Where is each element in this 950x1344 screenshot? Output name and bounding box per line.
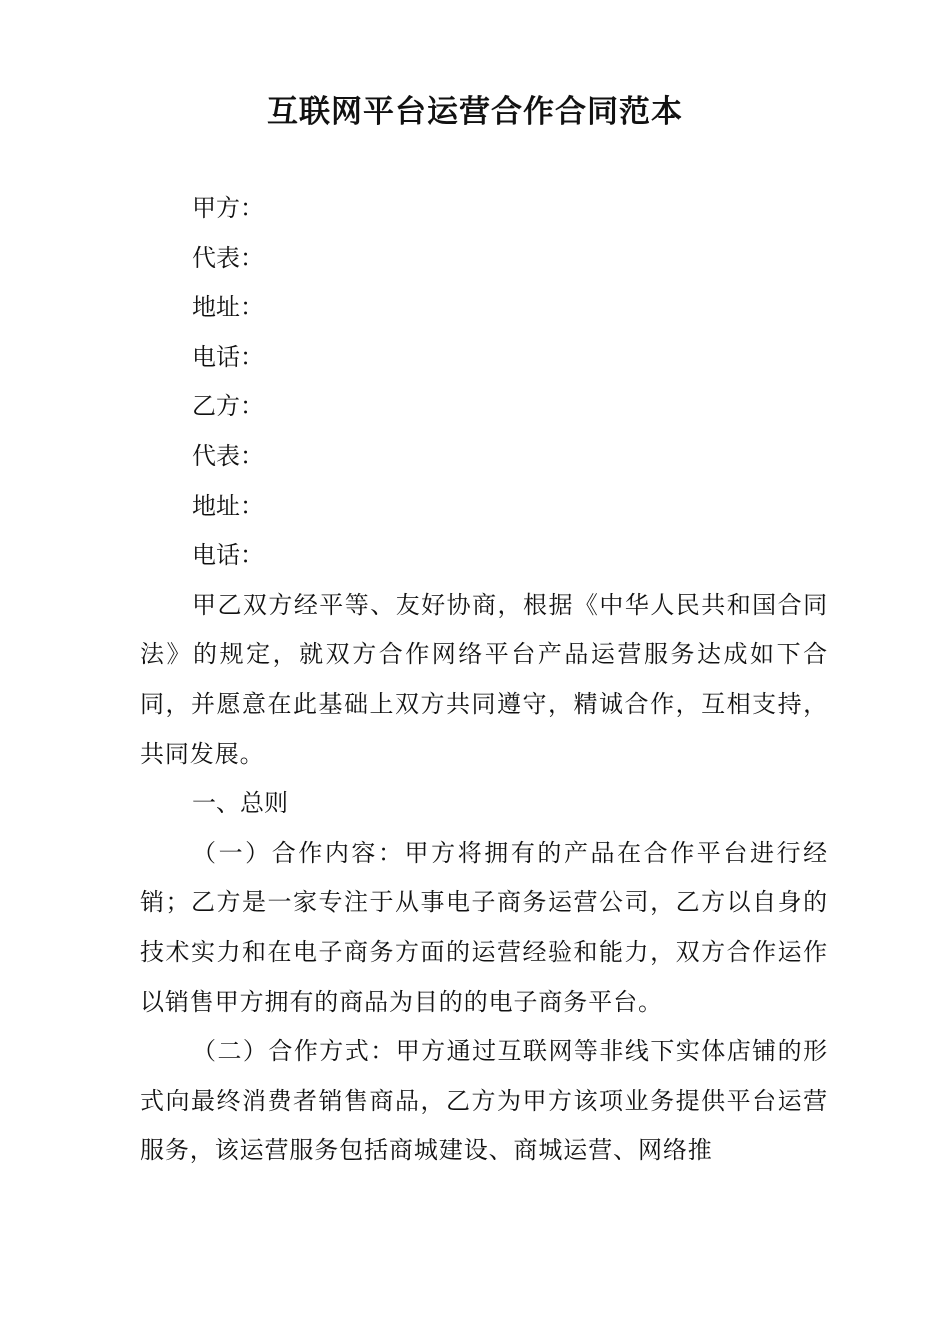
party-b-address-field: 地址： xyxy=(192,491,264,520)
party-a-representative-field: 代表： xyxy=(192,243,264,272)
clause-paragraph-2: （二）合作方式：甲方通过互联网等非线下实体店铺的形式向最终消费者销售商品，乙方为甲方该项业务提供平台运营服务，该运营服务包括商城建设、商城运营、网络推 xyxy=(140,1037,828,1165)
section-heading: 一、总则 xyxy=(192,789,288,818)
party-a-address-field: 地址： xyxy=(192,293,264,322)
party-b-representative-field: 代表： xyxy=(192,441,264,470)
party-b-name-field: 乙方： xyxy=(192,392,264,421)
document-title: 互联网平台运营合作合同范本 xyxy=(267,94,683,130)
preamble-paragraph: 甲乙双方经平等、友好协商，根据《中华人民共和国合同法》的规定，就双方合作网络平台产品运营服务达成如下合同，并愿意在此基础上双方共同遵守，精诚合作，互相支持，共同发展。 xyxy=(140,590,828,768)
party-a-name-field: 甲方： xyxy=(192,194,264,222)
document-body xyxy=(140,184,828,1176)
clause-paragraph-1: （一）合作内容：甲方将拥有的产品在合作平台进行经销；乙方是一家专注于从事电子商务运营公司，乙方以自身的技术实力和在电子商务方面的运营经验和能力，双方合作运作以销售甲方拥有的商品为目的的电子商务平台。 xyxy=(140,838,828,1016)
party-b-phone-field: 电话： xyxy=(192,541,264,570)
party-a-phone-field: 电话： xyxy=(192,342,264,371)
